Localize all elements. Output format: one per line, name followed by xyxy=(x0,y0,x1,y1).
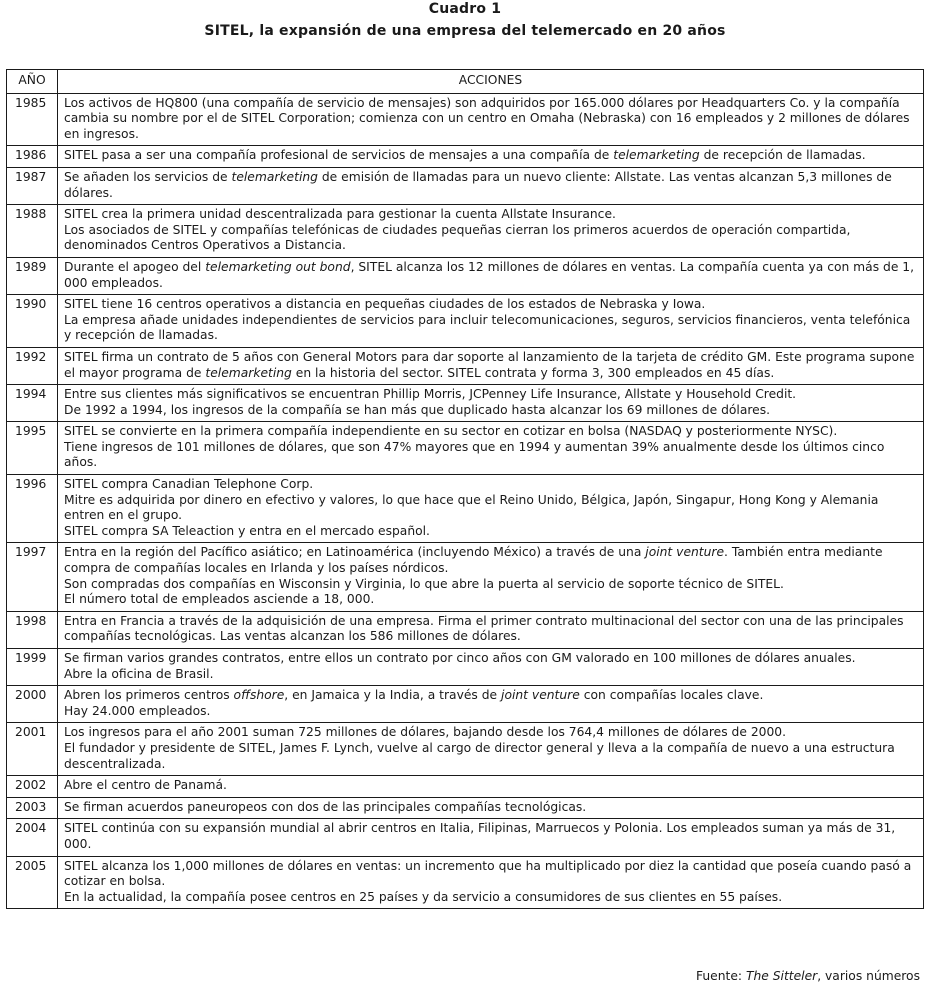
action-line xyxy=(64,688,917,704)
action-text: . También entra mediante compra de compañías locales en Irlanda y los países nórdicos. xyxy=(64,545,883,576)
table-row xyxy=(7,819,924,856)
action-line xyxy=(64,890,917,906)
action-line xyxy=(64,704,917,720)
table-label: Cuadro 1 xyxy=(428,1,502,17)
action-line xyxy=(64,313,917,344)
action-text: Entre sus clientes más significativos se encuentran Phillip Morris, JCPenney Life Insurance, Allstate y Household Credit. xyxy=(64,387,797,402)
action-text: Entra en Francia a través de la adquisición de una empresa. Firma el primer contrato multinacional del sector con una de las principales compañías tecnológicas. Las ventas alcanzan los 586 millones de dólares. xyxy=(64,613,904,644)
action-text: SITEL se convierte en la primera compañía independiente en su sector en cotizar en bolsa (NASDAQ y posteriormente NYSC). xyxy=(64,424,838,439)
action-text: Entra en la región del Pacífico asiático; en Latinoamérica (incluyendo México) a través de una xyxy=(64,545,646,560)
action-text: La empresa añade unidades independientes de servicios para incluir telecomunicaciones, seguros, servicios financieros, venta telefónica y recepción de llamadas. xyxy=(64,312,911,343)
year-cell: 1999 xyxy=(7,649,58,686)
action-text: SITEL alcanza los 1,000 millones de dólares en ventas: un incremento que ha multiplicado por diez la cantidad que poseía cuando pasó a cotizar en bolsa. xyxy=(64,858,912,889)
italic-term: joint venture xyxy=(645,545,725,560)
action-line xyxy=(64,403,917,419)
action-text: Los activos de HQ800 (una compañía de servicio de mensajes) son adquiridos por 165.000 dólares por Headquarters Co. y la compañía cambia su nombre por el de SITEL Corporation; comienza con un centro en Omaha (Nebraska) con 16 empleados y 2 millones de dólares en ingresos. xyxy=(64,95,910,141)
action-text: Se firman varios grandes contratos, entre ellos un contrato por cinco años con GM valorado en 100 millones de dólares anuales. xyxy=(64,651,856,665)
actions-cell xyxy=(58,723,924,776)
italic-term: telemarketing xyxy=(613,148,700,163)
year-cell: 1987 xyxy=(7,167,58,204)
column-header-actions: ACCIONES xyxy=(58,70,924,94)
action-text: SITEL tiene 16 centros operativos a distancia en pequeñas ciudades de los estados de Nebraska y Iowa. xyxy=(64,297,706,312)
year-cell: 2005 xyxy=(7,856,58,909)
actions-cell xyxy=(58,797,924,819)
action-text: Hay 24.000 empleados. xyxy=(64,703,211,718)
table-row xyxy=(7,723,924,776)
year-cell: 1986 xyxy=(7,146,58,168)
action-text: , en Jamaica y la India, a través de xyxy=(284,688,502,703)
action-text: Son compradas dos compañías en Wisconsin y Virginia, lo que abre la puerta al servicio de soporte técnico de SITEL. xyxy=(64,576,784,591)
action-line xyxy=(64,96,917,143)
action-line xyxy=(64,440,917,471)
table-row xyxy=(7,856,924,909)
year-cell: 2001 xyxy=(7,723,58,776)
action-text: El número total de empleados asciende a 18, 000. xyxy=(64,592,375,607)
action-line xyxy=(64,741,917,772)
action-text: con compañías locales clave. xyxy=(579,688,764,703)
year-cell: 1988 xyxy=(7,205,58,258)
action-text: Los ingresos para el año 2001 suman 725 millones de dólares, bajando desde los 764,4 millones de dólares de 2000. xyxy=(64,725,787,740)
action-line xyxy=(64,387,917,403)
actions-cell xyxy=(58,146,924,168)
column-header-year: AÑO xyxy=(7,70,58,94)
action-text: SITEL firma un contrato de 5 años con General Motors para dar soporte al lanzamiento de la tarjeta de crédito GM. Este programa supone el mayor programa de xyxy=(64,349,915,380)
actions-cell xyxy=(58,385,924,422)
action-text: Mitre es adquirida por dinero en efectivo y valores, lo que hace que el Reino Unido, Bélgica, Japón, Singapur, Hong Kong y Alemania entren en el grupo. xyxy=(64,492,879,523)
action-text: Abren los primeros centros xyxy=(64,688,234,703)
actions-cell xyxy=(58,93,924,146)
year-cell: 1998 xyxy=(7,611,58,648)
action-line xyxy=(64,170,917,201)
year-cell: 1995 xyxy=(7,422,58,475)
action-line xyxy=(64,651,917,667)
action-line xyxy=(64,592,917,608)
actions-cell xyxy=(58,776,924,798)
table-body xyxy=(7,93,924,909)
actions-cell xyxy=(58,543,924,611)
action-line xyxy=(64,477,917,493)
year-cell: 1996 xyxy=(7,475,58,543)
action-line xyxy=(64,725,917,741)
table-row xyxy=(7,611,924,648)
action-text: en la historia del sector. SITEL contrata y forma 3, 300 empleados en 45 días. xyxy=(291,365,775,380)
table-row xyxy=(7,93,924,146)
table-header-row xyxy=(7,70,924,94)
action-text: El fundador y presidente de SITEL, James F. Lynch, vuelve al cargo de director general y lleva a la compañía de nuevo a una estructura descentralizada. xyxy=(64,740,895,771)
source-suffix: , varios números xyxy=(817,969,920,983)
actions-cell xyxy=(58,167,924,204)
action-text: Abre la oficina de Brasil. xyxy=(64,666,214,681)
action-line xyxy=(64,667,917,683)
italic-term: telemarketing xyxy=(231,169,318,184)
action-text: de emisión de llamadas para un nuevo cliente: Allstate. Las ventas alcanzan 5,3 millones de dólares. xyxy=(64,169,892,200)
action-text: De 1992 a 1994, los ingresos de la compañía se han más que duplicado hasta alcanzar los 69 millones de dólares. xyxy=(64,402,771,417)
action-text: Durante el apogeo del xyxy=(64,259,206,274)
year-cell: 2000 xyxy=(7,686,58,723)
table-title: SITEL, la expansión de una empresa del telemercado en 20 años xyxy=(204,23,726,39)
table-row xyxy=(7,146,924,168)
table-row xyxy=(7,257,924,294)
action-line xyxy=(64,297,917,313)
year-cell: 1989 xyxy=(7,257,58,294)
table-row xyxy=(7,295,924,348)
table-row xyxy=(7,205,924,258)
action-text: , SITEL alcanza los 12 millones de dólares en ventas. La compañía cuenta ya con más de 1, 000 empleados. xyxy=(64,259,915,290)
year-cell: 1990 xyxy=(7,295,58,348)
action-line xyxy=(64,223,917,254)
table-row xyxy=(7,347,924,384)
actions-cell xyxy=(58,819,924,856)
table-row xyxy=(7,475,924,543)
action-line xyxy=(64,207,917,223)
year-cell: 2002 xyxy=(7,776,58,798)
action-text: SITEL compra Canadian Telephone Corp. xyxy=(64,477,314,492)
action-text: SITEL continúa con su expansión mundial al abrir centros en Italia, Filipinas, Marruecos y Polonia. Los empleados suman ya más de 31, 000. xyxy=(64,821,896,851)
table-row xyxy=(7,543,924,611)
table-row xyxy=(7,167,924,204)
year-cell: 1994 xyxy=(7,385,58,422)
year-cell: 1992 xyxy=(7,347,58,384)
actions-cell xyxy=(58,422,924,475)
action-line xyxy=(64,148,917,164)
action-text: de recepción de llamadas. xyxy=(699,148,866,163)
action-line xyxy=(64,350,917,381)
action-text: Los asociados de SITEL y compañías telefónicas de ciudades pequeñas cierran los primeros acuerdos de operación compartida, denominados Centros Operativos a Distancia. xyxy=(64,222,851,253)
action-line xyxy=(64,577,917,593)
actions-cell xyxy=(58,475,924,543)
timeline-table xyxy=(6,69,924,909)
actions-cell xyxy=(58,257,924,294)
action-text: Se añaden los servicios de xyxy=(64,169,232,184)
action-line xyxy=(64,260,917,291)
table-row xyxy=(7,385,924,422)
action-line xyxy=(64,424,917,440)
actions-cell xyxy=(58,856,924,909)
italic-term: offshore xyxy=(233,688,285,703)
action-line xyxy=(64,800,917,816)
action-line xyxy=(64,545,917,576)
actions-cell xyxy=(58,611,924,648)
source-note xyxy=(696,969,920,983)
year-cell: 2004 xyxy=(7,819,58,856)
action-text: Tiene ingresos de 101 millones de dólares, que son 47% mayores que en 1994 y aumentan 39% anualmente desde los últimos cinco años. xyxy=(64,439,885,470)
action-line xyxy=(64,859,917,890)
table-row xyxy=(7,422,924,475)
italic-term: telemarketing xyxy=(205,365,292,380)
source-prefix: Fuente: xyxy=(695,969,746,983)
italic-term: joint venture xyxy=(501,688,580,703)
action-line xyxy=(64,614,917,645)
action-line xyxy=(64,821,917,852)
action-text: En la actualidad, la compañía posee centros en 25 países y da servicio a consumidores de sus clientes en 55 países. xyxy=(64,889,783,904)
action-line xyxy=(64,524,917,540)
table-row xyxy=(7,776,924,798)
italic-term: telemarketing out bond xyxy=(205,259,351,274)
table-row xyxy=(7,797,924,819)
table-row xyxy=(7,686,924,723)
actions-cell xyxy=(58,347,924,384)
source-publication: The Sitteler xyxy=(745,969,818,983)
action-text: SITEL compra SA Teleaction y entra en el mercado español. xyxy=(64,523,430,538)
year-cell: 2003 xyxy=(7,797,58,819)
action-text: SITEL pasa a ser una compañía profesional de servicios de mensajes a una compañía de xyxy=(64,148,614,163)
actions-cell xyxy=(58,295,924,348)
action-line xyxy=(64,778,917,794)
actions-cell xyxy=(58,686,924,723)
year-cell: 1997 xyxy=(7,543,58,611)
actions-cell xyxy=(58,649,924,686)
action-text: Se firman acuerdos paneuropeos con dos de las principales compañías tecnológicas. xyxy=(64,799,587,814)
table-row xyxy=(7,649,924,686)
action-text: SITEL crea la primera unidad descentralizada para gestionar la cuenta Allstate Insurance. xyxy=(64,207,616,222)
action-text: Abre el centro de Panamá. xyxy=(64,778,227,793)
year-cell: 1985 xyxy=(7,93,58,146)
actions-cell xyxy=(58,205,924,258)
action-line xyxy=(64,493,917,524)
